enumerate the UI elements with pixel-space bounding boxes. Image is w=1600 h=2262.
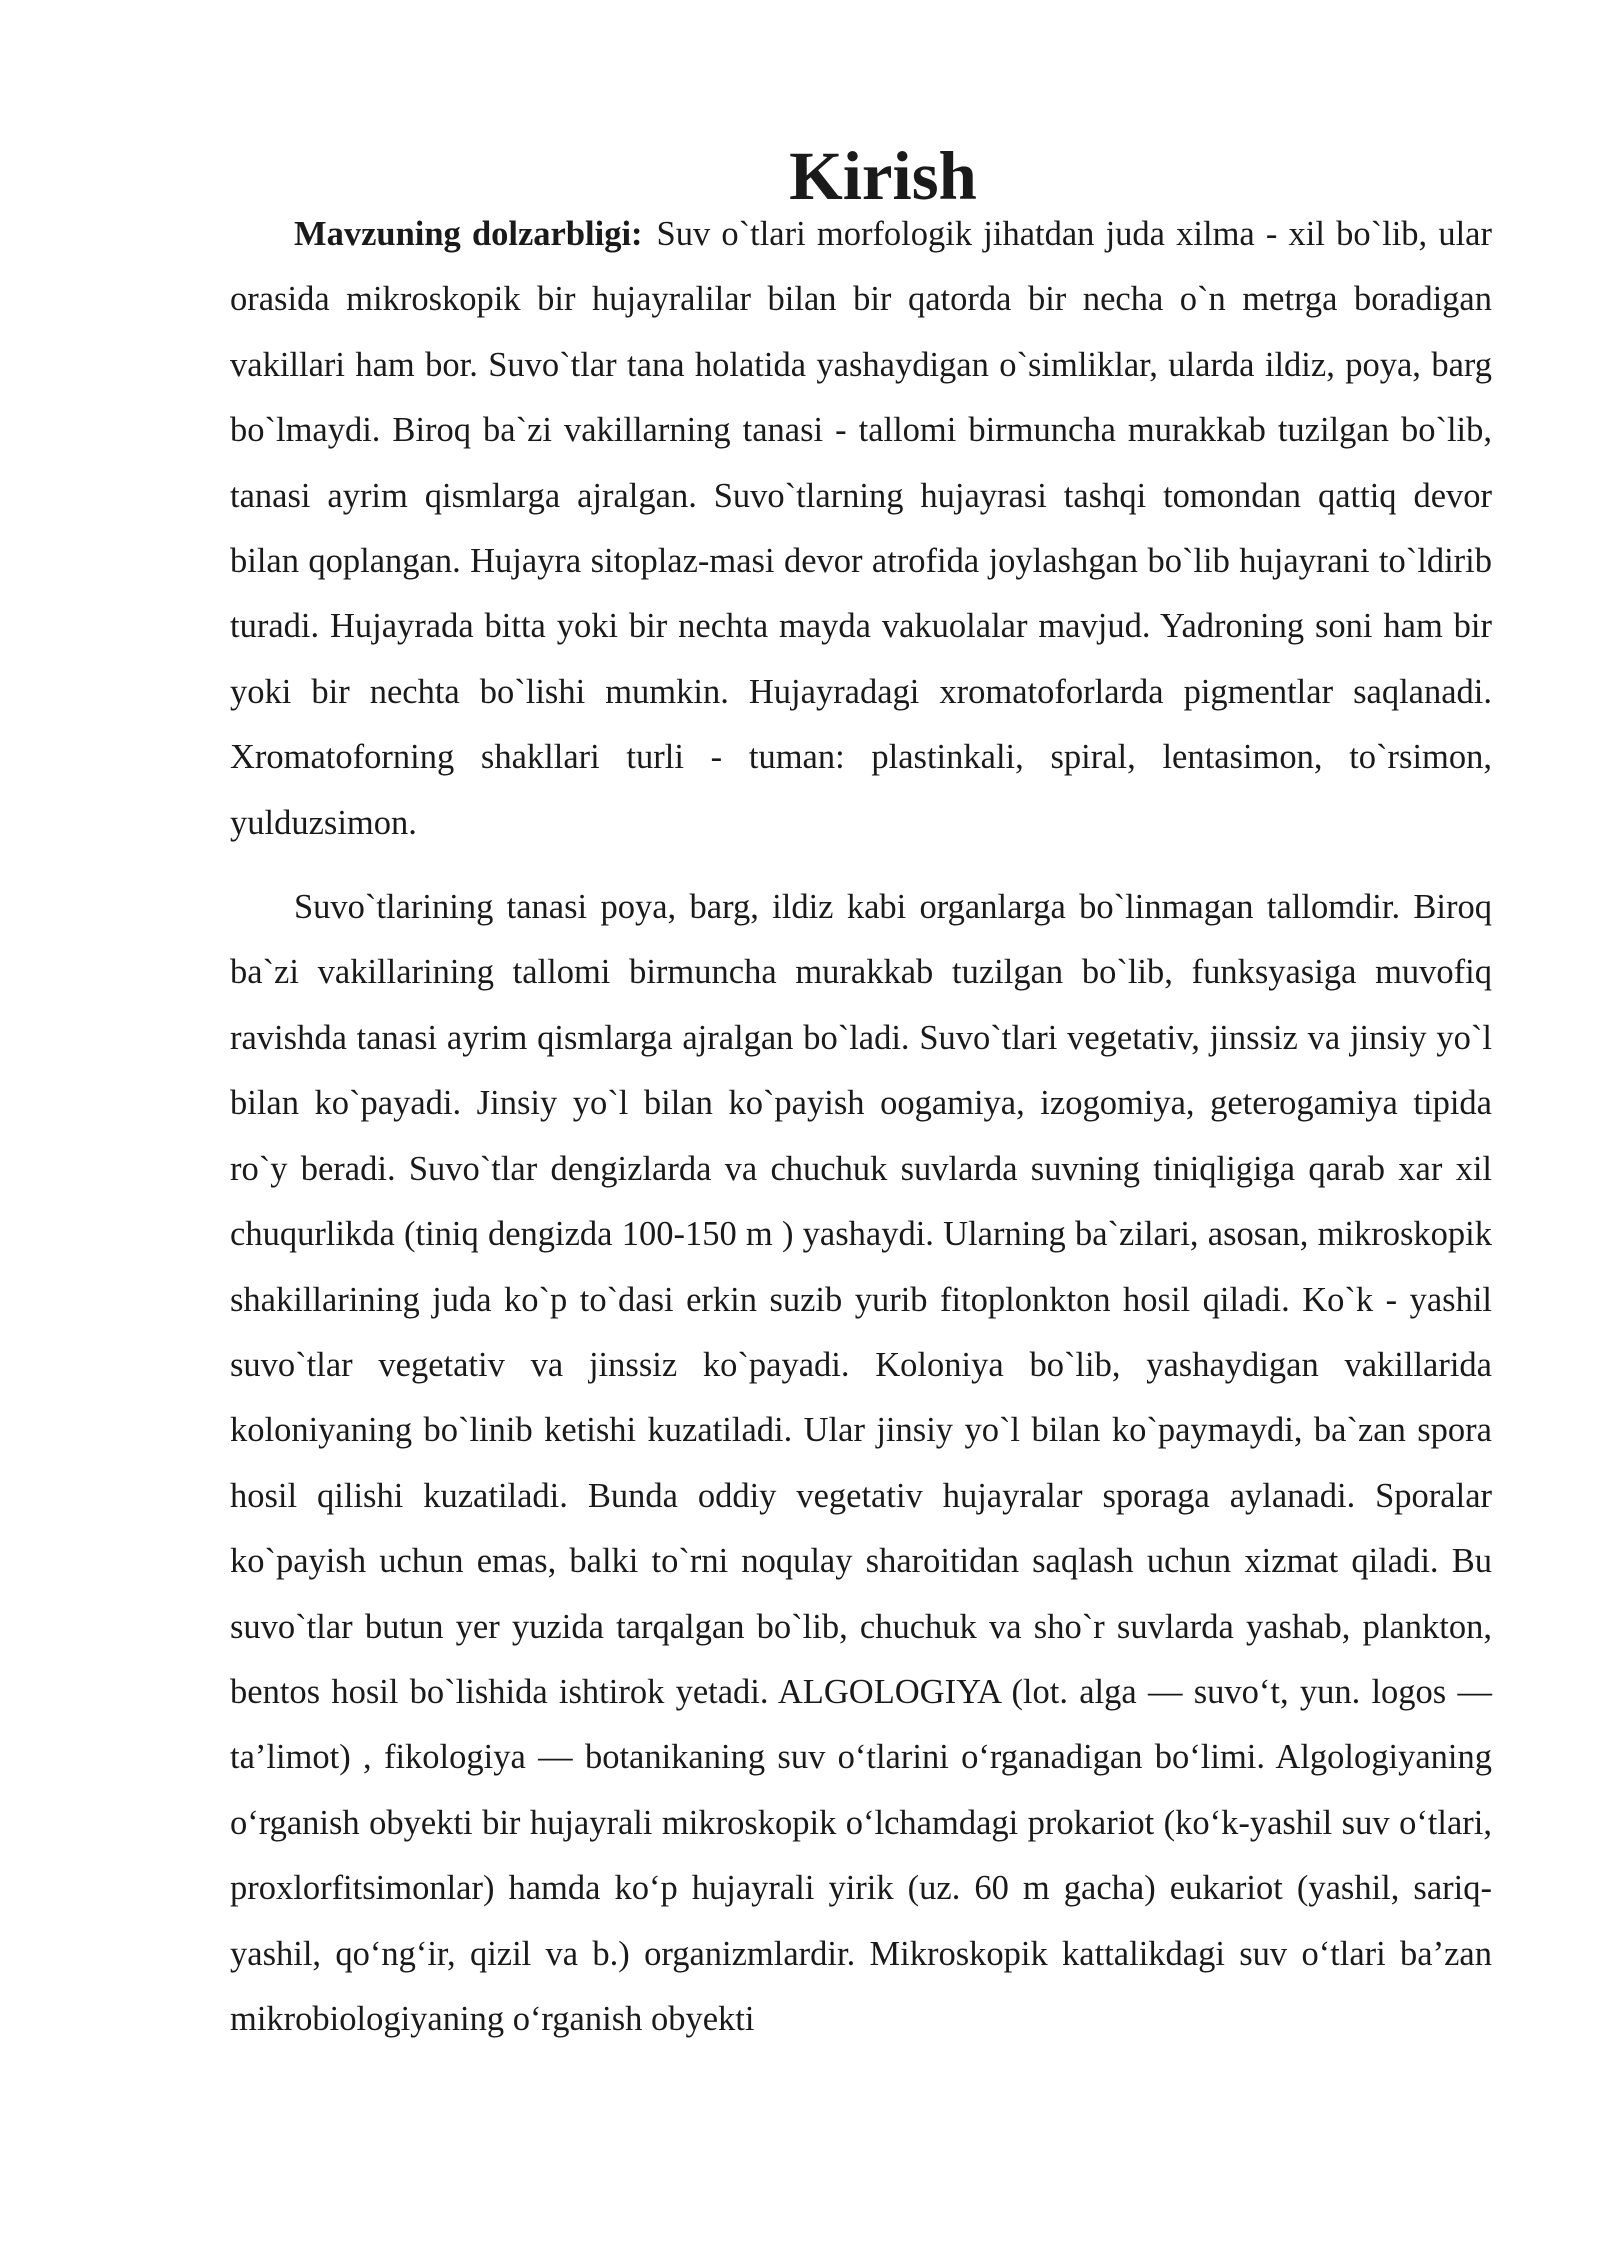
document-body bbox=[230, 138, 1492, 2052]
paragraph-1 bbox=[230, 202, 1492, 856]
intro-label: Mavzuning dolzarbligi: bbox=[294, 215, 643, 253]
document-title: Kirish bbox=[789, 138, 977, 214]
paragraph-1-text: Suv o`tlari morfologik jihatdan juda xilma - xil bo`lib, ular orasida mikroskopik bir hujayralilar bilan bir qatorda bir necha o`n metrga boradigan vakillari ham bor. Suvo`tlar tana holatida yashaydigan o`simliklar, ularda ildiz, poya, barg bo`lmaydi. Biroq ba`zi vakillarning tanasi - tallomi birmuncha murakkab tuzilgan bo`lib, tanasi ayrim qismlarga ajralgan. Suvo`tlarning hujayrasi tashqi tomondan qattiq devor bilan qoplangan. Hujayra sitoplaz-masi devor atrofida joylashgan bo`lib hujayrani to`ldirib turadi. Hujayrada bitta yoki bir nechta mayda vakuolalar mavjud. Yadroning soni ham bir yoki bir nechta bo`lishi mumkin. Hujayradagi xromatoforlarda pigmentlar saqlanadi. Xromatoforning shakllari turli - tuman: plastinkali, spiral, lentasimon, to`rsimon, yulduzsimon. bbox=[230, 215, 1492, 842]
paragraph-2: Suvo`tlarining tanasi poya, barg, ildiz kabi organlarga bo`linmagan tallomdir. Biroq ba`zi vakillarining tallomi birmuncha murakkab tuzilgan bo`lib, funksyasiga muvofiq ravishda tanasi ayrim qismlarga ajralgan bo`ladi. Suvo`tlari vegetativ, jinssiz va jinsiy yo`l bilan ko`payadi. Jinsiy yo`l bilan ko`payish oogamiya, izogomiya, geterogamiya tipida ro`y beradi. Suvo`tlar dengizlarda va chuchuk suvlarda suvning tiniqligiga qarab xar xil chuqurlikda (tiniq dengizda 100-150 m ) yashaydi. Ularning ba`zilari, asosan, mikroskopik shakillarining juda ko`p to`dasi erkin suzib yurib fitoplonkton hosil qiladi. Ko`k - yashil suvo`tlar vegetativ va jinssiz ko`payadi. Koloniya bo`lib, yashaydigan vakillarida koloniyaning bo`linib ketishi kuzatiladi. Ular jinsiy yo`l bilan ko`paymaydi, ba`zan spora hosil qilishi kuzatiladi. Bunda oddiy vegetativ hujayralar sporaga aylanadi. Sporalar ko`payish uchun emas, balki to`rni noqulay sharoitidan saqlash uchun xizmat qiladi. Bu suvo`tlar butun yer yuzida tarqalgan bo`lib, chuchuk va sho`r suvlarda yashab, plankton, bentos hosil bo`lishida ishtirok yetadi. ALGOLOGIYA (lot. alga — suvo‘t, yun. logos — ta’limot) , fikologiya — botanikaning suv o‘tlarini o‘rganadigan bo‘limi. Algologiyaning o‘rganish obyekti bir hujayrali mikroskopik o‘lchamdagi prokariot (ko‘k-yashil suv o‘tlari, proxlorfitsimonlar) hamda ko‘p hujayrali yirik (uz. 60 m gacha) eukariot (yashil, sariq-yashil, qo‘ng‘ir, qizil va b.) organizmlardir. Mikroskopik kattalikdagi suv o‘tlari ba’zan mikrobiologiyaning o‘rganish obyekti bbox=[230, 888, 1492, 2038]
